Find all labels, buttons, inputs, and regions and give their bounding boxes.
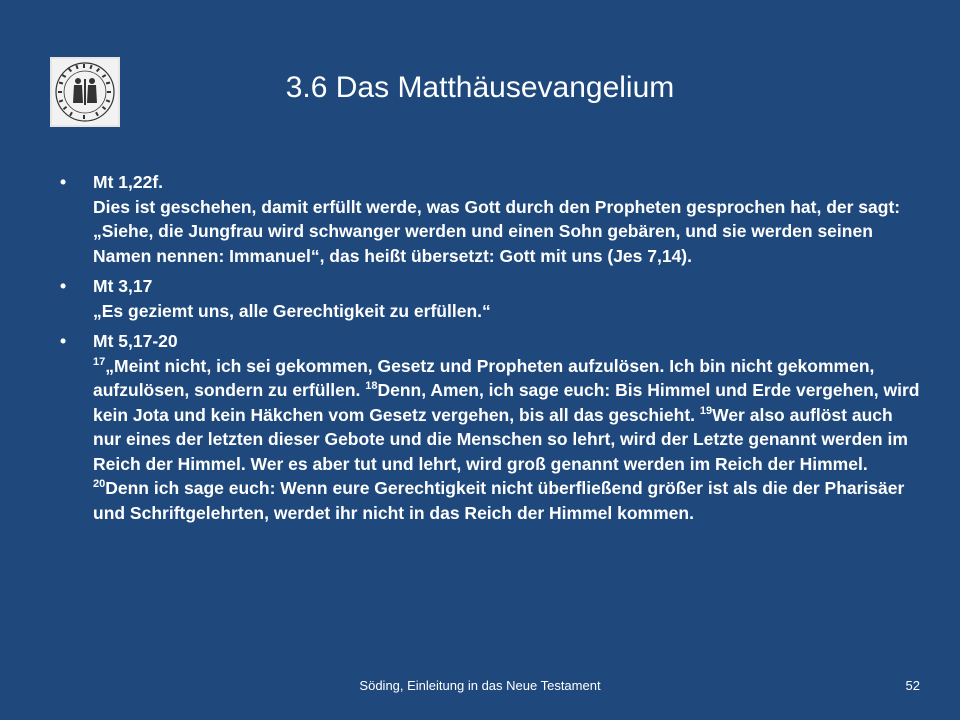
verse-text: Wer also auflöst auch nur eines der letzten dieser Gebote und die Menschen so lehrt, wird der Letzte genannt werden im Reich der Himmel. Wer es aber tut und lehrt, wird groß genannt werden im Reich der Himmel. bbox=[93, 404, 908, 474]
bullet-heading: Mt 1,22f. bbox=[93, 172, 164, 192]
bullet-text: „Es geziemt uns, alle Gerechtigkeit zu erfüllen.“ bbox=[93, 300, 491, 321]
slide-content bbox=[60, 170, 920, 531]
bullet-item-mt-1-22 bbox=[60, 170, 920, 268]
page-number: 52 bbox=[905, 678, 920, 693]
verse-text: Denn, Amen, ich sage euch: Bis Himmel und Erde vergehen, wird kein Jota und kein Häkchen vom Gesetz vergehen, bis all das geschieht. bbox=[93, 380, 920, 425]
bullet-item-mt-5-17-20 bbox=[60, 329, 920, 525]
verse-text: „Meint nicht, ich sei gekommen, Gesetz und Propheten aufzulösen. Ich bin nicht gekommen, aufzulösen, sondern zu erfüllen. bbox=[93, 355, 875, 400]
bullet-icon: • bbox=[60, 172, 67, 192]
verse-text: Denn ich sage euch: Wenn eure Gerechtigkeit nicht überfließend größer ist als die der Pharisäer und Schriftgelehrten, werdet ihr nicht in das Reich der Himmel kommen. bbox=[93, 478, 905, 523]
bullet-text: Dies ist geschehen, damit erfüllt werde, was Gott durch den Propheten gesprochen hat, der sagt: „Siehe, die Jungfrau wird schwanger werden und einen Sohn gebären, und sie werden seinen Namen nennen: Immanuel“, das heißt übersetzt: Gott mit uns (Jes 7,14). bbox=[93, 196, 901, 266]
slide-title: 3.6 Das Matthäusevangelium bbox=[285, 71, 675, 104]
verse-number: 18 bbox=[365, 380, 378, 392]
bullet-heading: Mt 3,17 bbox=[93, 276, 153, 296]
bullet-heading: Mt 5,17-20 bbox=[93, 331, 178, 351]
verse-number: 17 bbox=[93, 355, 106, 368]
bullet-icon: • bbox=[60, 331, 67, 351]
slide-footer: Söding, Einleitung in das Neue Testament bbox=[359, 678, 601, 693]
verse-number: 20 bbox=[93, 478, 106, 490]
bullet-text bbox=[93, 354, 920, 526]
bullet-item-mt-3-17 bbox=[60, 274, 920, 323]
bullet-icon: • bbox=[60, 276, 67, 296]
verse-number: 19 bbox=[699, 404, 713, 417]
